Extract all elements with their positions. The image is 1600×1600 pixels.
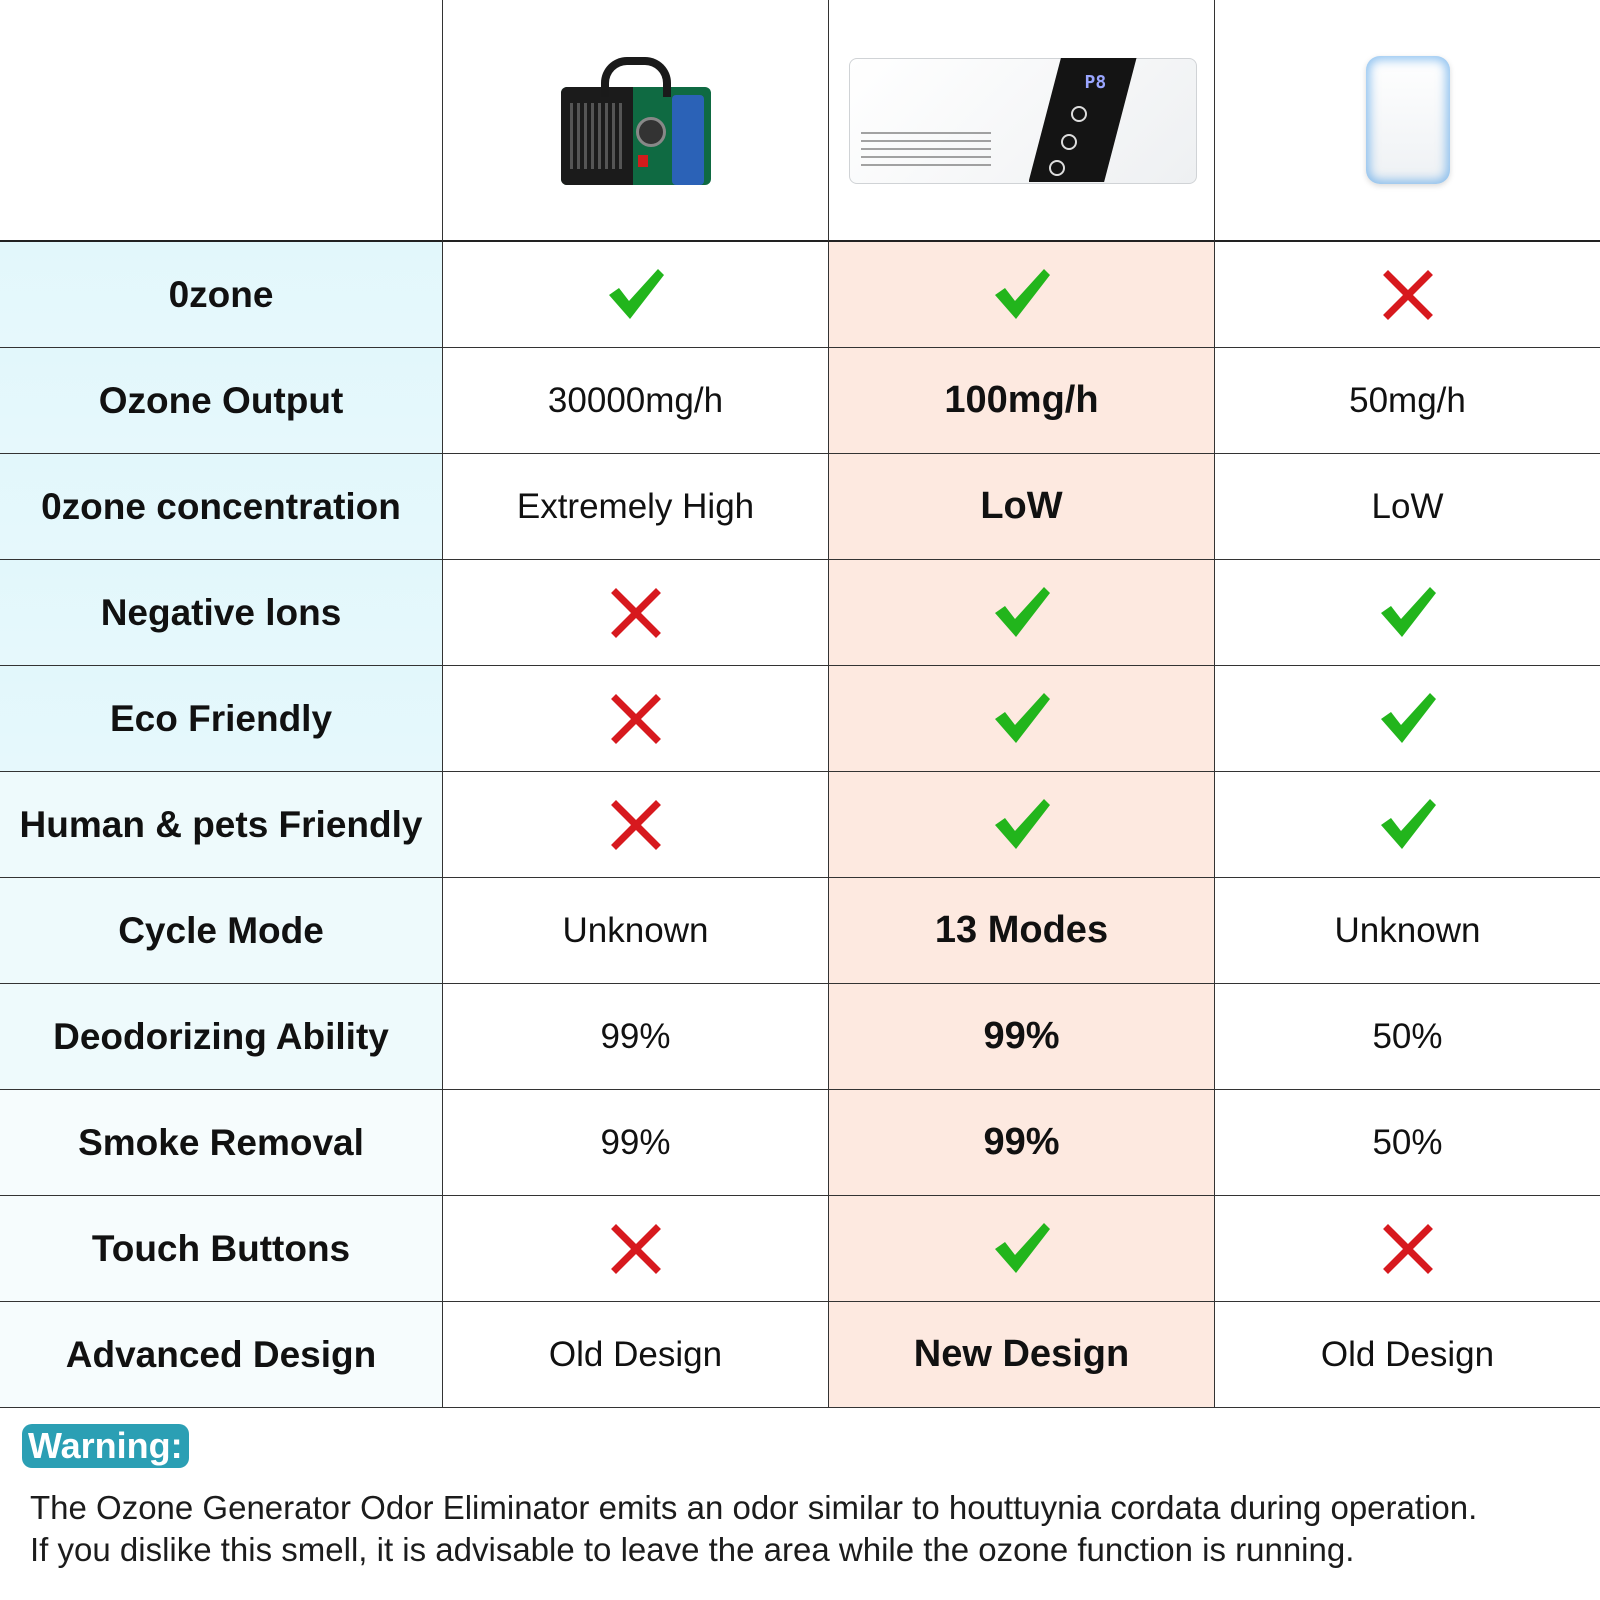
- check-mark-cell: [828, 560, 1214, 666]
- check-icon: [992, 1221, 1052, 1277]
- value-cell: Old Design: [442, 1302, 828, 1408]
- value-cell: 30000mg/h: [442, 348, 828, 454]
- white-plug-in-purifier-image: [1366, 56, 1450, 184]
- ozone-icon: [1061, 134, 1077, 150]
- check-icon: [1378, 797, 1438, 853]
- check-mark-cell: [828, 1196, 1214, 1302]
- product-image-3: [1214, 0, 1600, 242]
- row-label: Eco Friendly: [0, 666, 442, 772]
- value-cell: Unknown: [1214, 878, 1600, 984]
- row-label: Touch Buttons: [0, 1196, 442, 1302]
- row-label: 0zone concentration: [0, 454, 442, 560]
- row-label: Cycle Mode: [0, 878, 442, 984]
- check-icon: [1378, 691, 1438, 747]
- panel-display-readout: P8: [1084, 72, 1107, 93]
- anion-icon: [1049, 160, 1065, 176]
- cross-icon: [1378, 1221, 1438, 1277]
- cross-mark-cell: [1214, 242, 1600, 348]
- cross-mark-cell: [1214, 1196, 1600, 1302]
- value-cell: 100mg/h: [828, 348, 1214, 454]
- cross-mark-cell: [442, 560, 828, 666]
- value-cell: Unknown: [442, 878, 828, 984]
- check-icon: [1378, 585, 1438, 641]
- check-icon: [992, 797, 1052, 853]
- check-icon: [992, 585, 1052, 641]
- check-mark-cell: [828, 772, 1214, 878]
- value-cell: 99%: [442, 1090, 828, 1196]
- warning-badge: Warning:: [22, 1424, 189, 1468]
- check-mark-cell: [1214, 772, 1600, 878]
- value-cell: 99%: [828, 984, 1214, 1090]
- cross-icon: [606, 691, 666, 747]
- row-label: Advanced Design: [0, 1302, 442, 1408]
- cross-mark-cell: [442, 772, 828, 878]
- warning-line-1: The Ozone Generator Odor Eliminator emits an odor similar to houttuynia cordata during operation.: [30, 1489, 1478, 1526]
- value-cell: 50%: [1214, 1090, 1600, 1196]
- value-cell: 50%: [1214, 984, 1600, 1090]
- cross-icon: [606, 585, 666, 641]
- check-mark-cell: [828, 666, 1214, 772]
- check-mark-cell: [442, 242, 828, 348]
- cross-icon: [1378, 267, 1438, 323]
- value-cell: 99%: [442, 984, 828, 1090]
- check-mark-cell: [1214, 560, 1600, 666]
- row-label: Smoke Removal: [0, 1090, 442, 1196]
- white-panel-purifier-image: [849, 58, 1195, 182]
- warning-line-2: If you dislike this smell, it is advisable to leave the area while the ozone function is running.: [30, 1531, 1355, 1568]
- value-cell: LoW: [828, 454, 1214, 560]
- cross-icon: [606, 797, 666, 853]
- cross-mark-cell: [442, 666, 828, 772]
- value-cell: New Design: [828, 1302, 1214, 1408]
- value-cell: 13 Modes: [828, 878, 1214, 984]
- row-label: Negative lons: [0, 560, 442, 666]
- check-icon: [992, 267, 1052, 323]
- value-cell: Old Design: [1214, 1302, 1600, 1408]
- product-image-2: [828, 0, 1214, 242]
- value-cell: 50mg/h: [1214, 348, 1600, 454]
- header-empty-cell: [0, 0, 442, 242]
- cross-icon: [606, 1221, 666, 1277]
- value-cell: 99%: [828, 1090, 1214, 1196]
- warning-text: [30, 1487, 1590, 1571]
- cross-mark-cell: [442, 1196, 828, 1302]
- check-icon: [992, 691, 1052, 747]
- row-label: Ozone Output: [0, 348, 442, 454]
- power-icon: [1071, 106, 1087, 122]
- check-mark-cell: [828, 242, 1214, 348]
- row-label: Human & pets Friendly: [0, 772, 442, 878]
- check-icon: [606, 267, 666, 323]
- product-image-1: [442, 0, 828, 242]
- row-label: Deodorizing Ability: [0, 984, 442, 1090]
- check-mark-cell: [1214, 666, 1600, 772]
- value-cell: LoW: [1214, 454, 1600, 560]
- value-cell: Extremely High: [442, 454, 828, 560]
- row-label: 0zone: [0, 242, 442, 348]
- green-ozone-machine-image: [556, 55, 716, 185]
